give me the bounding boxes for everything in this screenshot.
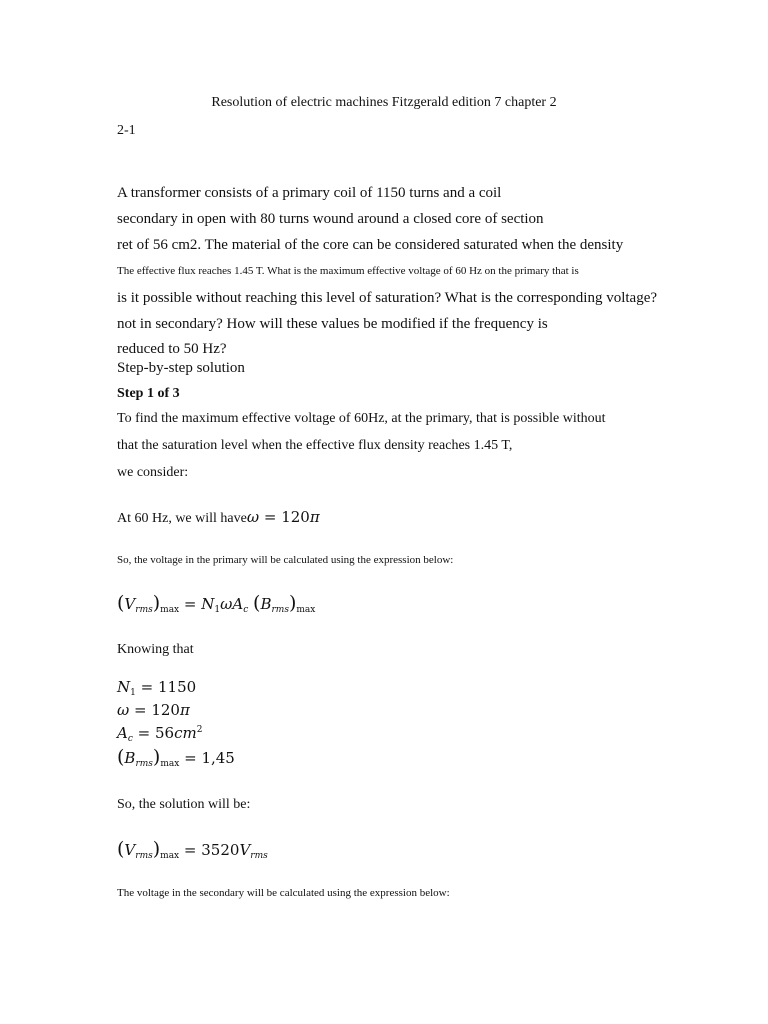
- step-line: To find the maximum effective voltage of 60Hz, at the primary, that is possible without: [117, 411, 606, 426]
- problem-line: secondary in open with 80 turns wound around a closed core of section: [117, 211, 544, 227]
- problem-line: A transformer consists of a primary coil of 1150 turns and a coil: [117, 185, 502, 201]
- omega-given-value: 120: [151, 701, 180, 719]
- problem-number: 2-1: [117, 123, 136, 138]
- ac-value: 56: [155, 724, 175, 742]
- secondary-expression-intro: The voltage in the secondary will be calculated using the expression below:: [117, 887, 450, 899]
- primary-expression-intro: So, the voltage in the primary will be calculated using the expression below:: [117, 554, 454, 566]
- problem-line: ret of 56 cm2. The material of the core can be considered saturated when the density: [117, 237, 624, 253]
- given-omega: ω = 120π: [117, 701, 190, 719]
- at-60hz-text: At 60 Hz, we will have: [117, 511, 247, 526]
- brms-value: 1,45: [201, 749, 235, 767]
- primary-voltage-formula: $(V_{rms})_{max} = N_1\omega A_c$ $(B_{rms})_{max}$: [117, 592, 316, 615]
- n1-value: 1150: [157, 678, 197, 696]
- solution-intro: So, the solution will be:: [117, 797, 251, 812]
- primary-voltage-result: $(V_{rms})_{max} = 3520V_{rms}$: [117, 838, 268, 861]
- omega-statement: [117, 510, 320, 526]
- problem-line: reduced to 50 Hz?: [117, 341, 227, 357]
- step-label: Step 1 of 3: [117, 386, 180, 401]
- omega-value: 120: [281, 508, 310, 526]
- given-n1: $N_1 = 1150$: [117, 678, 197, 698]
- given-ac: $A_c = 56cm^2$: [117, 724, 203, 744]
- step-line: we consider:: [117, 465, 189, 480]
- step-line: that the saturation level when the effective flux density reaches 1.45 T,: [117, 438, 513, 453]
- problem-line: The effective flux reaches 1.45 T. What is the maximum effective voltage of 60 Hz on the primary that is: [117, 265, 579, 277]
- result-value: 3520: [201, 841, 240, 859]
- knowing-text: Knowing that: [117, 642, 194, 657]
- problem-line: not in secondary? How will these values be modified if the frequency is: [117, 316, 548, 332]
- problem-line: is it possible without reaching this level of saturation? What is the corresponding voltage?: [117, 290, 658, 306]
- given-brms: $(B_{rms})_{max} = 1,45$: [117, 746, 235, 769]
- omega-equation: ω = 120π: [246, 508, 320, 526]
- document-title: Resolution of electric machines Fitzgerald edition 7 chapter 2: [211, 95, 557, 110]
- solution-heading: Step-by-step solution: [117, 360, 245, 376]
